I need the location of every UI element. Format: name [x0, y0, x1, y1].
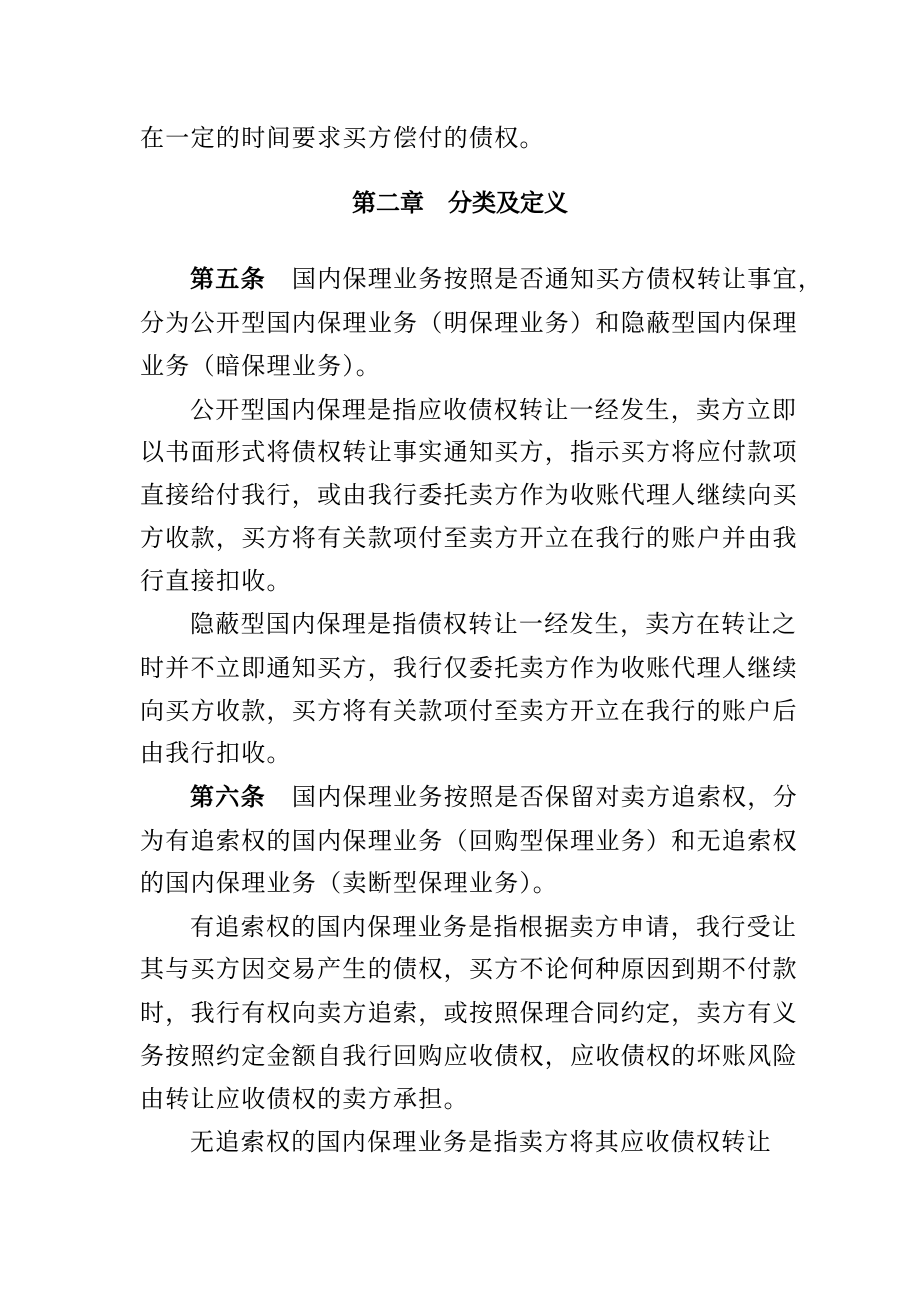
text-line: 其与买方因交易产生的债权，买方不论何种原因到期不付款	[140, 955, 798, 983]
text-line: 由我行扣收。	[140, 739, 292, 767]
text-line: 由转让应收债权的卖方承担。	[140, 1085, 469, 1113]
text-line: 的国内保理业务（卖断型保理业务）。	[140, 869, 559, 897]
text-line: 时，我行有权向卖方追索，或按照保理合同约定，卖方有义	[140, 999, 798, 1027]
text-line: 向买方收款，买方将有关款项付至卖方开立在我行的账户后	[140, 697, 798, 725]
text-line: 时并不立即通知买方，我行仅委托卖方作为收账代理人继续	[140, 654, 798, 682]
text-line: 方收款，买方将有关款项付至卖方开立在我行的账户并由我	[140, 524, 798, 552]
text-line: 分为公开型国内保理业务（明保理业务）和隐蔽型国内保理	[140, 309, 798, 337]
article-6-label: 第六条	[190, 783, 266, 811]
article-5-label: 第五条	[190, 265, 266, 293]
article-5-first-line	[190, 265, 824, 293]
text-line: 隐蔽型国内保理是指债权转让一经发生，卖方在转让之	[190, 610, 798, 638]
text-line: 国内保理业务按照是否通知买方债权转让事宜，	[291, 265, 824, 293]
chapter-heading: 第二章 分类及定义	[352, 189, 568, 217]
text-line: 直接给付我行，或由我行委托卖方作为收账代理人继续向买	[140, 481, 798, 509]
text-line: 国内保理业务按照是否保留对卖方追索权，分	[291, 783, 798, 811]
text-line: 公开型国内保理是指应收债权转让一经发生，卖方立即	[190, 396, 798, 424]
text-line: 业务（暗保理业务）。	[140, 352, 381, 380]
text-line: 为有追索权的国内保理业务（回购型保理业务）和无追索权	[140, 827, 798, 855]
text-line: 无追索权的国内保理业务是指卖方将其应收债权转让	[190, 1128, 772, 1156]
article-6-first-line	[190, 783, 798, 811]
text-line: 在一定的时间要求买方偿付的债权。	[140, 124, 545, 152]
text-line: 务按照约定金额自我行回购应收债权，应收债权的坏账风险	[140, 1042, 798, 1070]
text-line: 以书面形式将债权转让事实通知买方，指示买方将应付款项	[140, 438, 798, 466]
text-line: 行直接扣收。	[140, 567, 292, 595]
text-line: 有追索权的国内保理业务是指根据卖方申请，我行受让	[190, 913, 798, 941]
